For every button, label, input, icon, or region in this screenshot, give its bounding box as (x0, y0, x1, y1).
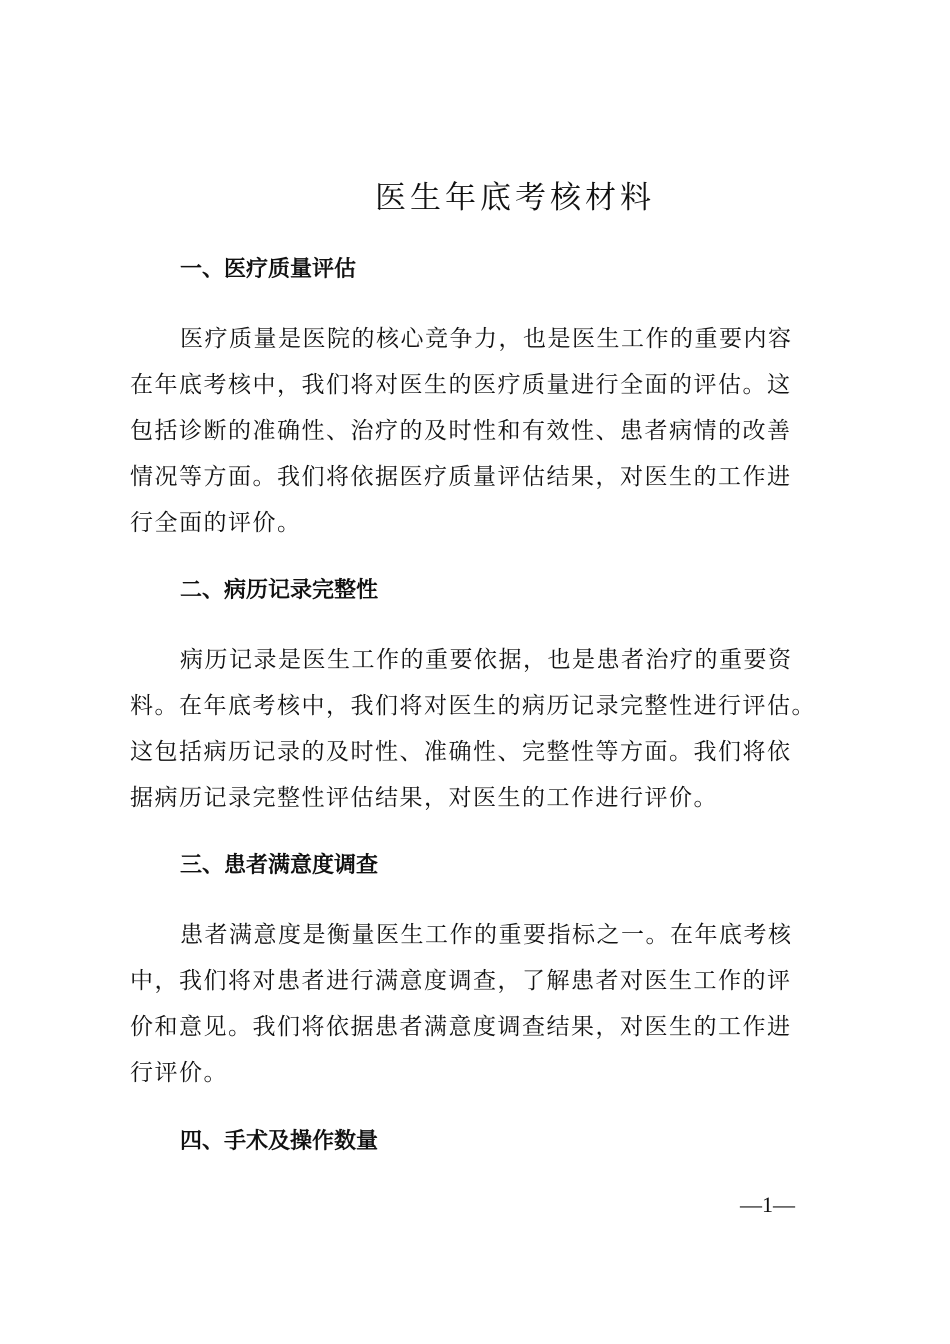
paragraph-line: 这包括病历记录的及时性、准确性、完整性等方面。我们将依 (130, 739, 792, 765)
section-heading-3: 三、患者满意度调查 (180, 853, 379, 878)
paragraph-line: 包括诊断的准确性、治疗的及时性和有效性、患者病情的改善 (130, 418, 792, 444)
paragraph-line: 情况等方面。我们将依据医疗质量评估结果，对医生的工作进 (130, 464, 792, 490)
paragraph-line: 在年底考核中，我们将对医生的医疗质量进行全面的评估。这 (130, 372, 792, 398)
paragraph-line: 患者满意度是衡量医生工作的重要指标之一。在年底考核 (180, 922, 793, 948)
paragraph-line: 价和意见。我们将依据患者满意度调查结果，对医生的工作进 (130, 1014, 792, 1040)
paragraph-line: 据病历记录完整性评估结果，对医生的工作进行评价。 (130, 785, 718, 811)
document-title: 医生年底考核材料 (375, 180, 655, 216)
section-paragraph-3 (130, 912, 830, 1096)
paragraph-line: 中，我们将对患者进行满意度调查，了解患者对医生工作的评 (130, 968, 792, 994)
section-paragraph-1 (130, 316, 830, 546)
paragraph-line: 行全面的评价。 (130, 510, 302, 536)
paragraph-line: 医疗质量是医院的核心竞争力，也是医生工作的重要内容 (180, 326, 793, 352)
paragraph-line: 病历记录是医生工作的重要依据，也是患者治疗的重要资 (180, 647, 793, 673)
page-number: —1— (740, 1192, 795, 1217)
section-paragraph-2 (130, 637, 830, 821)
section-heading-1: 一、医疗质量评估 (180, 257, 357, 282)
section-heading-4: 四、手术及操作数量 (180, 1129, 379, 1154)
section-heading-2: 二、病历记录完整性 (180, 578, 379, 603)
paragraph-line: 行评价。 (130, 1060, 228, 1086)
paragraph-line: 料。在年底考核中，我们将对医生的病历记录完整性进行评估。 (130, 693, 816, 719)
